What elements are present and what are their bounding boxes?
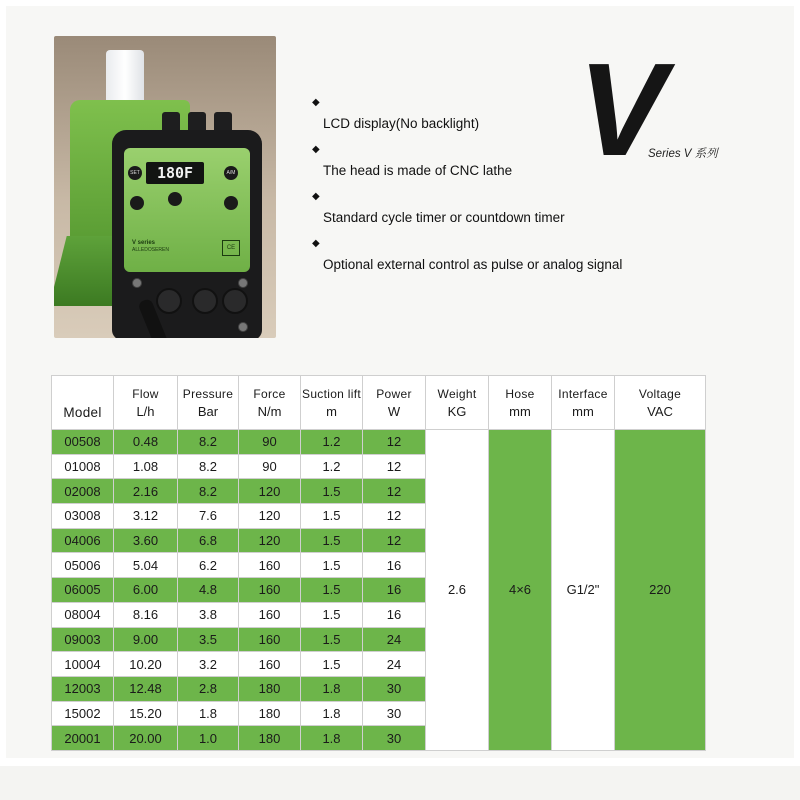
table-row [52,430,706,455]
table-cell: 1.5 [301,528,363,553]
column-header-force: Force N/m [239,376,301,430]
table-cell: 12 [363,504,426,529]
table-cell: 3.60 [114,528,178,553]
weight-cell: 2.6 [426,430,489,751]
table-cell: 90 [239,430,301,455]
table-cell: 180 [239,726,301,751]
table-cell: 09003 [52,627,114,652]
table-cell: 08004 [52,602,114,627]
table-header-row [52,376,706,430]
column-header-model: Model [52,376,114,430]
table-cell: 10.20 [114,652,178,677]
feature-text: The head is made of CNC lathe [323,163,513,178]
table-cell: 2.8 [178,676,239,701]
table-cell: 6.8 [178,528,239,553]
table-cell: 24 [363,627,426,652]
series-label: Series V 系列 [648,148,718,160]
hose-cell: 4×6 [489,430,552,751]
spec-table [51,375,706,751]
table-cell: 1.5 [301,652,363,677]
feature-item [310,233,670,280]
bottom-strip [0,766,800,800]
feature-text: Optional external control as pulse or analog signal [323,257,623,272]
table-cell: 10004 [52,652,114,677]
table-cell: 8.2 [178,430,239,455]
cable-port [192,288,218,314]
table-cell: 01008 [52,454,114,479]
table-cell: 9.00 [114,627,178,652]
column-header-suction-lift: Suction lift m [301,376,363,430]
column-header-flow: Flow L/h [114,376,178,430]
cable-port [156,288,182,314]
table-cell: 12 [363,454,426,479]
table-cell: 0.48 [114,430,178,455]
table-cell: 1.8 [301,726,363,751]
table-cell: 00508 [52,430,114,455]
table-cell: 15002 [52,701,114,726]
ce-mark: CE [222,240,240,256]
column-header-weight: Weight KG [426,376,489,430]
table-cell: 180 [239,701,301,726]
table-cell: 1.0 [178,726,239,751]
table-cell: 04006 [52,528,114,553]
column-header-interface: Interface mm [552,376,615,430]
diamond-bullet-icon: ◆ [312,97,320,108]
table-cell: 2.16 [114,479,178,504]
table-cell: 5.04 [114,553,178,578]
diamond-bullet-icon: ◆ [312,144,320,155]
table-cell: 3.8 [178,602,239,627]
table-cell: 120 [239,479,301,504]
table-cell: 12003 [52,676,114,701]
table-cell: 160 [239,627,301,652]
table-cell: 8.16 [114,602,178,627]
table-cell: 120 [239,504,301,529]
screw-icon [238,278,248,288]
table-cell: 1.5 [301,602,363,627]
table-cell: 160 [239,553,301,578]
start-button [168,192,182,206]
table-cell: 1.2 [301,454,363,479]
table-cell: 1.5 [301,553,363,578]
table-cell: 1.2 [301,430,363,455]
set-button: SET [128,166,142,180]
brand-label [132,240,204,254]
diamond-bullet-icon: ◆ [312,238,320,249]
table-cell: 8.2 [178,479,239,504]
series-logo-letter: V [578,36,663,183]
control-panel-face [124,148,250,272]
table-cell: 1.08 [114,454,178,479]
table-cell: 03008 [52,504,114,529]
column-header-voltage: Voltage VAC [615,376,706,430]
table-cell: 1.8 [301,701,363,726]
table-cell: 160 [239,652,301,677]
auto-manual-button: A/M [224,166,238,180]
screw-icon [238,322,248,332]
table-cell: 12 [363,528,426,553]
table-cell: 1.5 [301,504,363,529]
table-cell: 1.8 [301,676,363,701]
brand-line-2: ALLEDOSEREN [132,247,169,253]
down-button [224,196,238,210]
table-cell: 8.2 [178,454,239,479]
table-cell: 7.6 [178,504,239,529]
table-cell: 24 [363,652,426,677]
screw-icon [132,278,142,288]
table-cell: 3.2 [178,652,239,677]
table-cell: 16 [363,578,426,603]
diamond-bullet-icon: ◆ [312,191,320,202]
table-cell: 16 [363,553,426,578]
table-cell: 30 [363,726,426,751]
table-cell: 3.5 [178,627,239,652]
table-cell: 160 [239,578,301,603]
brand-line-1: V series [132,240,156,246]
interface-cell: G1/2" [552,430,615,751]
table-cell: 1.8 [178,701,239,726]
feature-text: LCD display(No backlight) [323,116,480,131]
table-cell: 180 [239,676,301,701]
table-cell: 12 [363,479,426,504]
cable-port [222,288,248,314]
table-cell: 06005 [52,578,114,603]
table-cell: 160 [239,602,301,627]
table-cell: 02008 [52,479,114,504]
table-cell: 3.12 [114,504,178,529]
table-cell: 90 [239,454,301,479]
feature-text: Standard cycle timer or countdown timer [323,210,565,225]
voltage-cell: 220 [615,430,706,751]
table-cell: 20001 [52,726,114,751]
table-cell: 4.8 [178,578,239,603]
column-header-power: Power W [363,376,426,430]
table-cell: 1.5 [301,479,363,504]
table-cell: 05006 [52,553,114,578]
feature-item [310,186,670,233]
table-cell: 16 [363,602,426,627]
table-cell: 12 [363,430,426,455]
table-cell: 30 [363,701,426,726]
table-cell: 15.20 [114,701,178,726]
table-cell: 6.00 [114,578,178,603]
column-header-pressure: Pressure Bar [178,376,239,430]
up-button [130,196,144,210]
table-cell: 6.2 [178,553,239,578]
lcd-display: 180F [146,162,204,184]
table-cell: 12.48 [114,676,178,701]
table-cell: 20.00 [114,726,178,751]
product-photo [54,36,276,338]
table-cell: 120 [239,528,301,553]
table-cell: 30 [363,676,426,701]
table-cell: 1.5 [301,578,363,603]
table-cell: 1.5 [301,627,363,652]
column-header-hose: Hose mm [489,376,552,430]
